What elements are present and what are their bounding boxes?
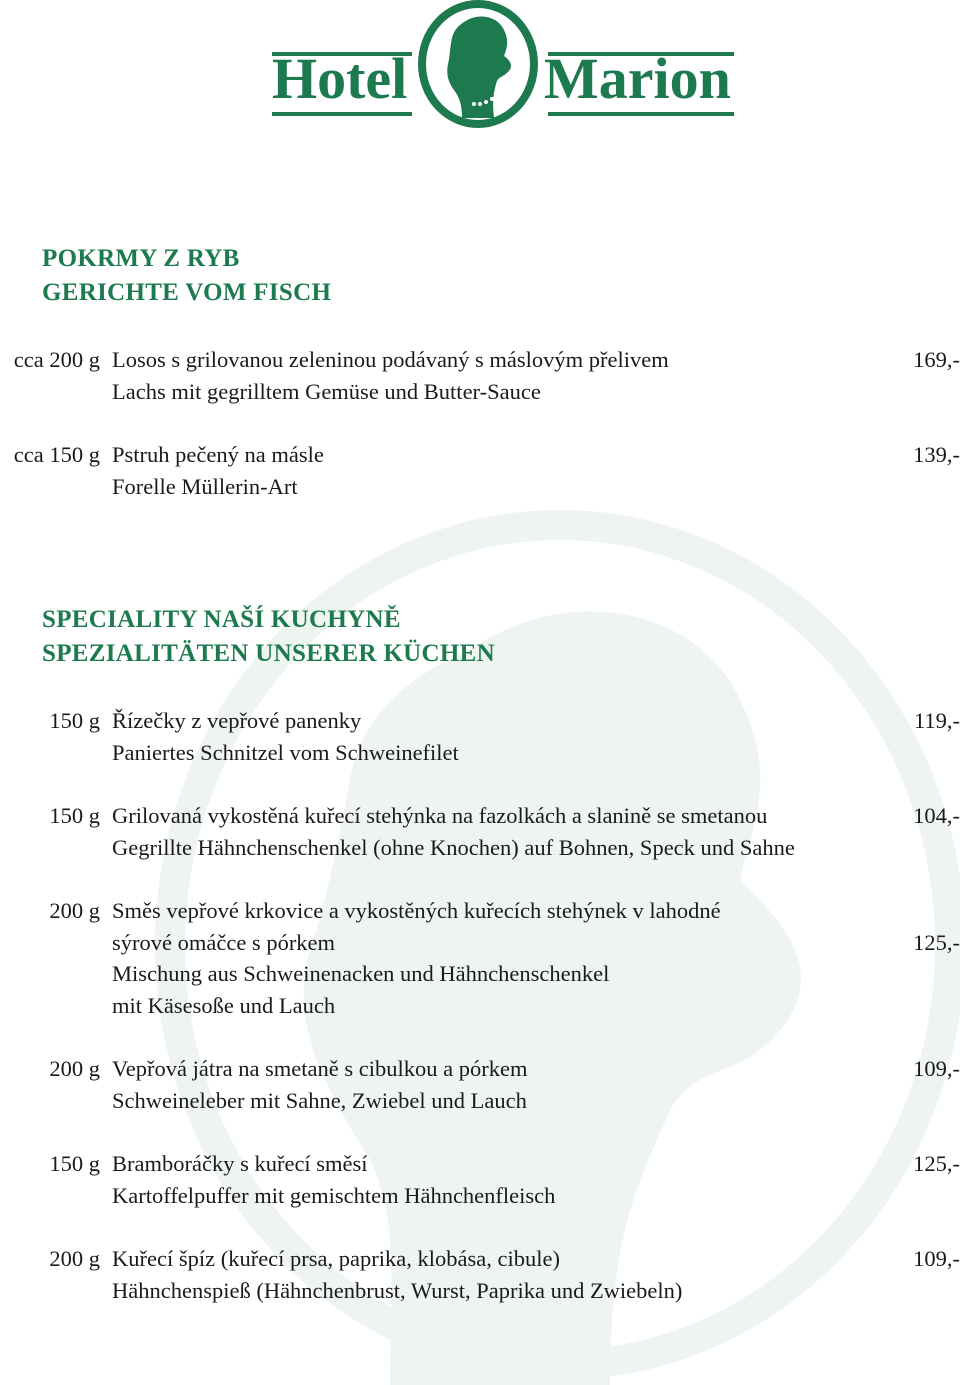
item-name-de: Mischung aus Schweinenacken und Hähnchenschenkel (112, 961, 610, 986)
item-price: 109,- (913, 1246, 960, 1271)
item-description (112, 1148, 555, 1211)
item-name-de: Kartoffelpuffer mit gemischtem Hähnchenfleisch (112, 1182, 556, 1208)
item-price: 125,- (913, 929, 960, 955)
item-weight: cca 200 g (13, 347, 100, 372)
item-description (112, 800, 795, 863)
item-weight: 150 g (49, 708, 100, 733)
item-name-cz: Řízečky z vepřové panenky (112, 708, 362, 733)
item-name-cz: Směs vepřové krkovice a vykostěných kuřecích stehýnek v lahodné (112, 898, 721, 923)
item-weight: 200 g (49, 1056, 100, 1081)
section-title-cz: POKRMY Z RYB (42, 245, 240, 272)
section-title-de: SPEZIALITÄTEN UNSERER KÜCHEN (42, 640, 495, 667)
item-description (112, 895, 721, 1021)
item-name-de: Gegrillte Hähnchenschenkel (ohne Knochen) auf Bohnen, Speck und Sahne (112, 834, 795, 860)
item-name-cz: Bramboráčky s kuřecí směsí (112, 1151, 368, 1176)
logo-rule (548, 112, 734, 116)
item-weight: 200 g (49, 898, 100, 923)
item-price: 104,- (913, 803, 960, 828)
item-name-de: Schweineleber mit Sahne, Zwiebel und Lauch (112, 1087, 527, 1113)
hotel-marion-logo (268, 0, 738, 130)
cameo-portrait-icon (416, 0, 540, 128)
item-description (112, 1053, 527, 1116)
item-name-de-cont: mit Käsesoße und Lauch (112, 992, 336, 1018)
item-name-de: Hähnchenspieß (Hähnchenbrust, Wurst, Paprika und Zwiebeln) (112, 1277, 683, 1303)
section-title-de: GERICHTE VOM FISCH (42, 279, 332, 306)
item-name-de: Lachs mit gegrilltem Gemüse und Butter-Sauce (112, 378, 541, 404)
logo-rule (272, 112, 412, 116)
section-title-cz: SPECIALITY NAŠÍ KUCHYNĚ (42, 606, 401, 633)
item-name-de: Forelle Müllerin-Art (112, 473, 298, 499)
item-weight: 200 g (49, 1246, 100, 1271)
item-price: 139,- (913, 442, 960, 467)
item-description (112, 439, 324, 502)
item-weight: 150 g (49, 803, 100, 828)
item-name-cz-cont: sýrové omáčce s pórkem (112, 929, 336, 955)
item-weight: cca 150 g (13, 442, 100, 467)
item-name-cz: Losos s grilovanou zeleninou podávaný s máslovým přelivem (112, 347, 669, 372)
item-description (112, 1243, 682, 1306)
item-description (112, 705, 459, 768)
item-price: 109,- (913, 1056, 960, 1081)
item-name-de: Paniertes Schnitzel vom Schweinefilet (112, 739, 459, 765)
item-name-cz: Grilovaná vykostěná kuřecí stehýnka na fazolkách a slanině se smetanou (112, 803, 768, 828)
item-name-cz: Pstruh pečený na másle (112, 442, 324, 467)
section-title (42, 242, 331, 310)
item-price: 119,- (913, 708, 960, 733)
item-name-cz: Kuřecí špíz (kuřecí prsa, paprika, klobása, cibule) (112, 1246, 560, 1271)
section-title (42, 603, 495, 671)
item-description (112, 344, 669, 407)
item-name-cz: Vepřová játra na smetaně s cibulkou a pórkem (112, 1056, 528, 1081)
logo-word-hotel: Hotel (272, 46, 408, 111)
item-price: 125,- (913, 1151, 960, 1176)
logo-word-marion: Marion (544, 46, 731, 111)
item-weight: 150 g (49, 1151, 100, 1176)
item-price: 169,- (913, 347, 960, 372)
